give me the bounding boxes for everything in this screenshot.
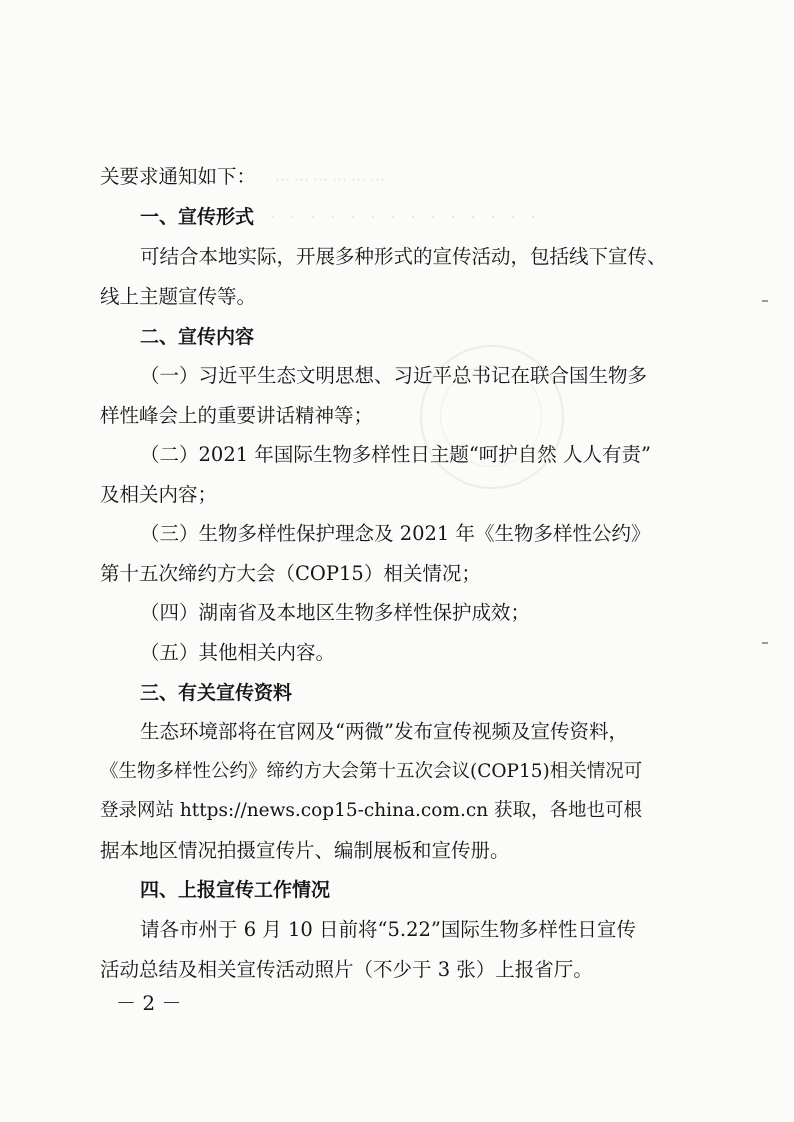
- page-number: － 2 －: [116, 991, 182, 1015]
- paragraph-line: 登录网站 https://news.cop15-china.com.cn 获取，各地也可根: [100, 800, 643, 821]
- list-item-line: 样性峰会上的重要讲话精神等；: [100, 404, 374, 427]
- list-item-line: （二）2021 年国际生物多样性日主题“呵护自然 人人有责”: [140, 443, 651, 466]
- list-item-line: （四）湖南省及本地区生物多样性保护成效；: [140, 601, 531, 624]
- section-heading-report: 四、上报宣传工作情况: [140, 879, 331, 901]
- paragraph-line: 请各市州于 6 月 10 日前将“5.22”国际生物多样性日宣传: [140, 918, 636, 941]
- paragraph-line: 生态环境部将在官网及“两微”发布宣传视频及宣传资料，: [140, 720, 628, 743]
- list-item-line: （三）生物多样性保护理念及 2021 年《生物多样性公约》: [140, 522, 651, 545]
- paragraph-line: 线上主题宣传等。: [100, 285, 257, 308]
- paragraph-line: 活动总结及相关宣传活动照片（不少于 3 张）上报省厅。: [100, 958, 593, 981]
- intro-text: 关要求通知如下：: [100, 165, 257, 188]
- list-item-line: （一）习近平生态文明思想、习近平总书记在联合国生物多: [140, 364, 648, 387]
- list-item-line: 及相关内容；: [100, 483, 218, 506]
- section-heading-materials: 三、有关宣传资料: [140, 682, 293, 704]
- section-heading-content: 二、宣传内容: [140, 326, 255, 348]
- list-item-line: （五）其他相关内容。: [140, 641, 336, 664]
- scan-speck: [762, 300, 768, 302]
- section-heading-form: 一、宣传形式: [140, 206, 255, 228]
- bleed-through-mark: · · · · · · · · · · · · · ·: [268, 208, 539, 226]
- paragraph-line: 《生物多样性公约》缔约方大会第十五次会议(COP15)相关情况可: [100, 761, 643, 782]
- paragraph-line: 据本地区情况拍摄宣传片、编制展板和宣传册。: [100, 839, 510, 862]
- scan-speck: [762, 642, 768, 644]
- list-item-line: 第十五次缔约方大会（COP15）相关情况；: [100, 562, 481, 585]
- bleed-through-mark: ⋯⋯⋯⋯⋯⋯: [275, 170, 389, 188]
- paragraph-line: 可结合本地实际，开展多种形式的宣传活动，包括线下宣传、: [140, 245, 667, 268]
